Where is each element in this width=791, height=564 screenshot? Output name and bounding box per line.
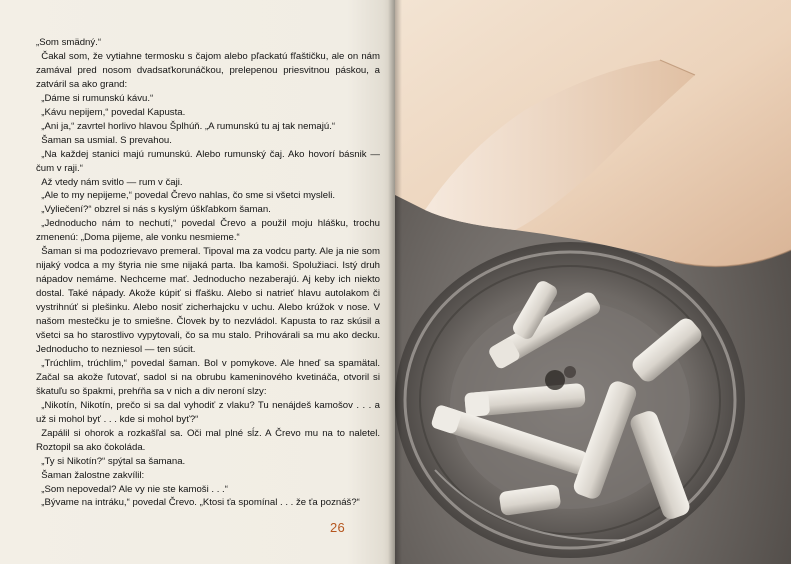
paragraph: Šaman žalostne zakvílil:	[41, 469, 145, 481]
paragraph: „Trúchlim, trúchlim,“ povedal šaman. Bol v pomykove. Ale hneď sa spamätal. Začal sa akože ľutovať, sadol si na obrubu kameninového kvetináča, otvoril si škatuľu so špakmi, prehŕňa sa v nich a div neroní slzy:	[36, 357, 380, 397]
paragraph: „Ani ja,“ zavrtel horlivo hlavou Šplhúň. „A rumunskú tu aj tak nemajú.“	[41, 120, 336, 132]
paragraph: „Dáme si rumunskú kávu.“	[41, 92, 154, 104]
curled-paper	[395, 0, 791, 266]
left-page	[0, 0, 395, 564]
paragraph: „Na každej stanici majú rumunskú. Alebo rumunský čaj. Ako hovorí básnik — čum v raji.“	[36, 148, 380, 174]
paragraph: „Som smädný.“	[36, 37, 102, 48]
paragraph: Šaman sa usmial. S prevahou.	[41, 134, 172, 146]
paragraph: Šaman si ma podozrievavo premeral. Tipoval ma za vodcu party. Ale ja nie som nijaký vodca a my štyria nie sme nijaká parta. Iba kamoši. Spolužiaci. Istý druh nápadov nemáme. Nechceme mať. Jednoducho nezaberajú. Aj keby ich niekto dostal. Také nápady. Akože kúpiť si fľašku. Alebo si natrieť hlavu autolakom či vystrihnúť si plešinku. Alebo nosiť zicherhajcku v uchu. Alebo krúžok v nose. V našom mestečku je to smiešne. Človek by to nezvládol. Kapusta to raz skúsil a všetci sa ho starostlivo vypytovali, čo sa mu stalo. Prihovárali sa mu ako decku. Jednoducho to nezniesol — ten súcit.	[36, 246, 380, 355]
right-page-photo	[395, 0, 791, 564]
paragraph: „Ty si Nikotín?“ spýtal sa šamana.	[41, 455, 186, 467]
paragraph: Až vtedy nám svitlo — rum v čaji.	[41, 176, 183, 188]
paragraph: „Vyliečení?“ obzrel si nás s kyslým úškľabkom šaman.	[41, 204, 271, 216]
ashtray-photo	[395, 0, 791, 564]
paragraph: „Ale to my nepijeme,“ povedal Črevo nahlas, čo sme si všetci mysleli.	[41, 190, 336, 202]
paragraph: „Kávu nepijem,“ povedal Kapusta.	[41, 106, 186, 118]
page-number: 26	[330, 520, 346, 535]
body-text	[36, 36, 380, 510]
paragraph: „Bývame na intráku,“ povedal Črevo. „Ktosi ťa spomínal . . . že ťa poznáš?“	[41, 497, 360, 509]
paragraph: „Som nepovedal? Ale vy nie ste kamoši . . .“	[41, 483, 228, 495]
paragraph: „Nikotín, Nikotín, prečo si sa dal vyhodiť z vlaku? Tu nenájdeš kamošov . . . a už si mohol byť . . . kde si mohol byť?“	[36, 399, 380, 425]
paragraph: Čakal som, že vytiahne termosku s čajom alebo pľackatú fľaštičku, ale on nám zamával pred nosom dvadsaťkorunáčkou, prelepenou priesvitnou páskou, a zatváril sa ako grand:	[36, 50, 380, 90]
book-gutter	[388, 0, 402, 564]
paragraph: „Jednoducho nám to nechutí,“ povedal Črevo a použil moju hlášku, trochu zmenenú: „Doma pijeme, ale vonku nesmieme.“	[36, 218, 380, 244]
paragraph: Zapálil si ohorok a rozkašľal sa. Oči mal plné sĺz. A Črevo mu na to naletel. Roztopil sa ako čokoláda.	[36, 427, 380, 453]
